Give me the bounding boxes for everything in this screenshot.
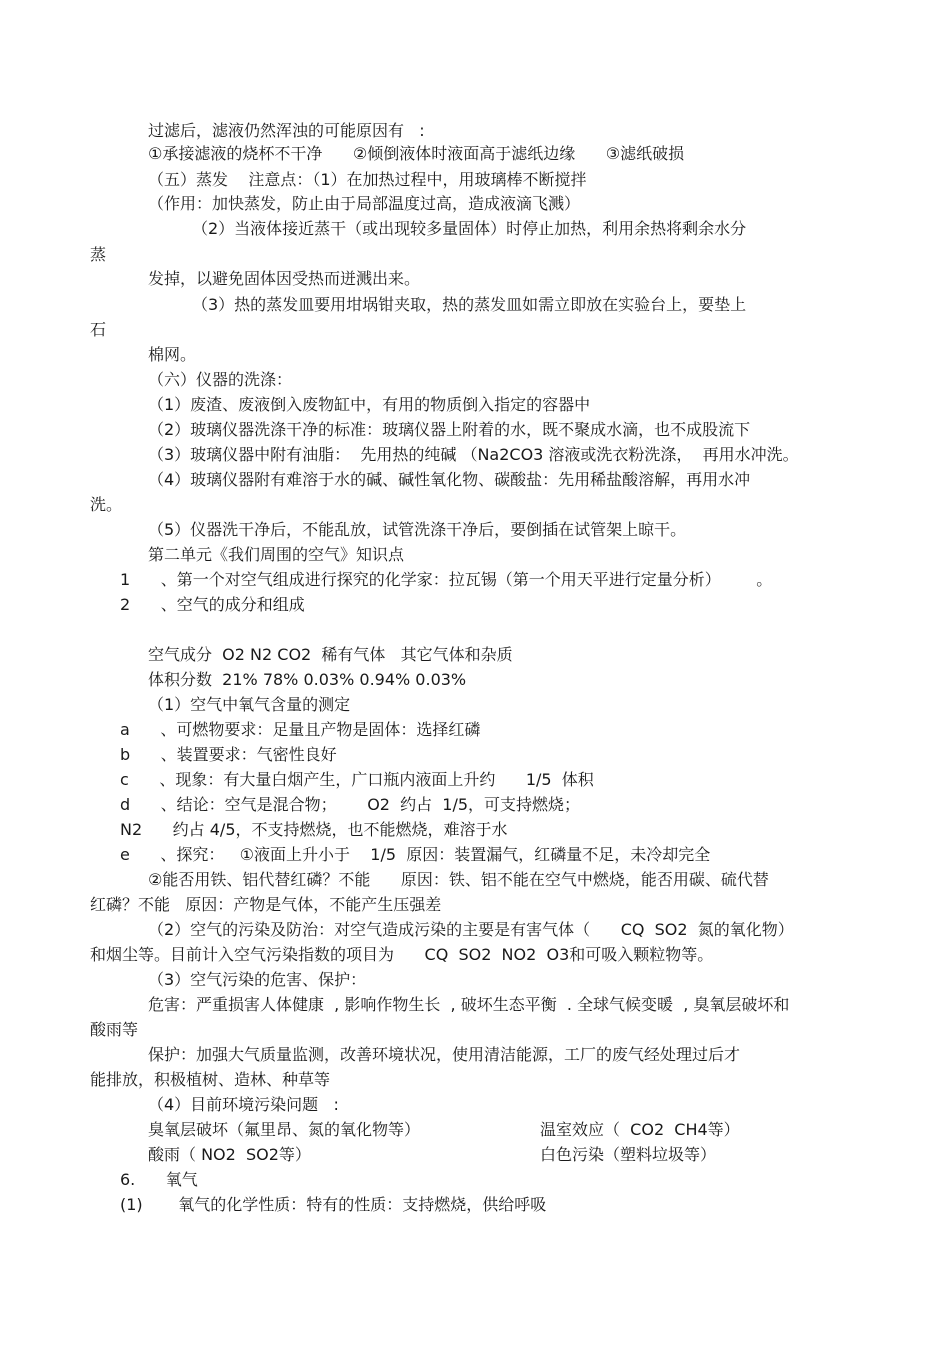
text-line: （2）玻璃仪器洗涤干净的标准：玻璃仪器上附着的水，既不聚成水滴，也不成股流下 [148, 420, 751, 439]
text-line: d 、结论：空气是混合物； O2 约占 1/5，可支持燃烧； [120, 795, 581, 814]
text-line: 温室效应（ CO2 CH4等） [540, 1120, 740, 1139]
text-line: （5）仪器洗干净后，不能乱放，试管洗涤干净后，要倒插在试管架上晾干。 [148, 520, 687, 539]
text-line: （4）玻璃仪器附有难溶于水的碱、碱性氧化物、碳酸盐：先用稀盐酸溶解，再用水冲 [148, 470, 751, 489]
text-line: 危害：严重损害人体健康 , 影响作物生长 , 破坏生态平衡 . 全球气候变暖 , 臭氧层破坏和 [148, 995, 790, 1014]
text-line: 石 [90, 320, 107, 339]
text-line: （1）空气中氧气含量的测定 [148, 695, 351, 714]
text-line: 红磷？不能 原因：产物是气体，不能产生压强差 [90, 895, 442, 914]
text-line: 过滤后，滤液仍然浑浊的可能原因有 : [148, 121, 425, 140]
text-line: （六）仪器的洗涤： [148, 370, 293, 389]
text-line: 和烟尘等。目前计入空气污染指数的项目为 CQ SO2 NO2 O3和可吸入颗粒物等。 [90, 945, 714, 964]
text-line: ①承接滤液的烧杯不干净 ②倾倒液体时液面高于滤纸边缘 ③滤纸破损 [148, 144, 685, 163]
text-line: b 、装置要求：气密性良好 [120, 745, 337, 764]
text-line: a 、可燃物要求：足量且产物是固体：选择红磷 [120, 720, 481, 739]
text-line: 发掉，以避免固体因受热而迸溅出来。 [148, 269, 421, 288]
text-line: 能排放，积极植树、造林、种草等 [90, 1070, 331, 1089]
text-line: （2）当液体接近蒸干（或出现较多量固体）时停止加热，利用余热将剩余水分 [192, 219, 747, 238]
text-line: 臭氧层破坏（氟里昂、氮的氧化物等） [148, 1120, 421, 1139]
text-line: 酸雨等 [90, 1020, 139, 1039]
text-line: 6. 氧气 [120, 1170, 198, 1189]
text-line: 保护：加强大气质量监测，改善环境状况，使用清洁能源，工厂的废气经处理过后才 [148, 1045, 741, 1064]
text-line: 白色污染（塑料垃圾等） [540, 1145, 717, 1164]
text-line: （4）目前环境污染问题 : [148, 1095, 339, 1114]
text-line: （3）玻璃仪器中附有油脂： 先用热的纯碱 （Na2CO3 溶液或洗衣粉洗涤， 再用水冲洗。 [148, 445, 799, 464]
text-line: N2 约占 4/5，不支持燃烧，也不能燃烧，难溶于水 [120, 820, 508, 839]
text-line: 酸雨（ NO2 SO2等） [148, 1145, 311, 1164]
text-line: ②能否用铁、铝代替红磷？不能 原因：铁、铝不能在空气中燃烧，能否用碳、硫代替 [148, 870, 769, 889]
text-line: （五）蒸发 注意点：（1）在加热过程中，用玻璃棒不断搅拌 [148, 170, 587, 189]
text-line: 蒸 [90, 245, 107, 264]
text-line: 2 、空气的成分和组成 [120, 595, 305, 614]
text-line: （作用：加快蒸发，防止由于局部温度过高，造成液滴飞溅） [148, 194, 581, 213]
text-line: 棉网。 [148, 345, 197, 364]
text-line: 体积分数 21% 78% 0.03% 0.94% 0.03% [148, 670, 467, 689]
text-line: 洗。 [90, 495, 123, 514]
text-line: c 、现象：有大量白烟产生，广口瓶内液面上升约 1/5 体积 [120, 770, 594, 789]
text-line: （2）空气的污染及防治：对空气造成污染的主要是有害气体（ CQ SO2 氮的氧化物） [148, 920, 794, 939]
text-line: 空气成分 O2 N2 CO2 稀有气体 其它气体和杂质 [148, 645, 513, 664]
text-line: （3）热的蒸发皿要用坩埚钳夹取，热的蒸发皿如需立即放在实验台上，要垫上 [192, 295, 747, 314]
text-line: 1 、第一个对空气组成进行探究的化学家：拉瓦锡（第一个用天平进行定量分析） 。 [120, 570, 773, 589]
text-line: （3）空气污染的危害、保护： [148, 970, 367, 989]
text-line: （1）废渣、废液倒入废物缸中，有用的物质倒入指定的容器中 [148, 395, 591, 414]
section-title: 第二单元《我们周围的空气》知识点 [148, 545, 405, 564]
text-line: (1) 氧气的化学性质：特有的性质：支持燃烧，供给呼吸 [120, 1195, 547, 1214]
text-line: e 、探究： ①液面上升小于 1/5 原因：装置漏气，红磷量不足，未冷却完全 [120, 845, 711, 864]
